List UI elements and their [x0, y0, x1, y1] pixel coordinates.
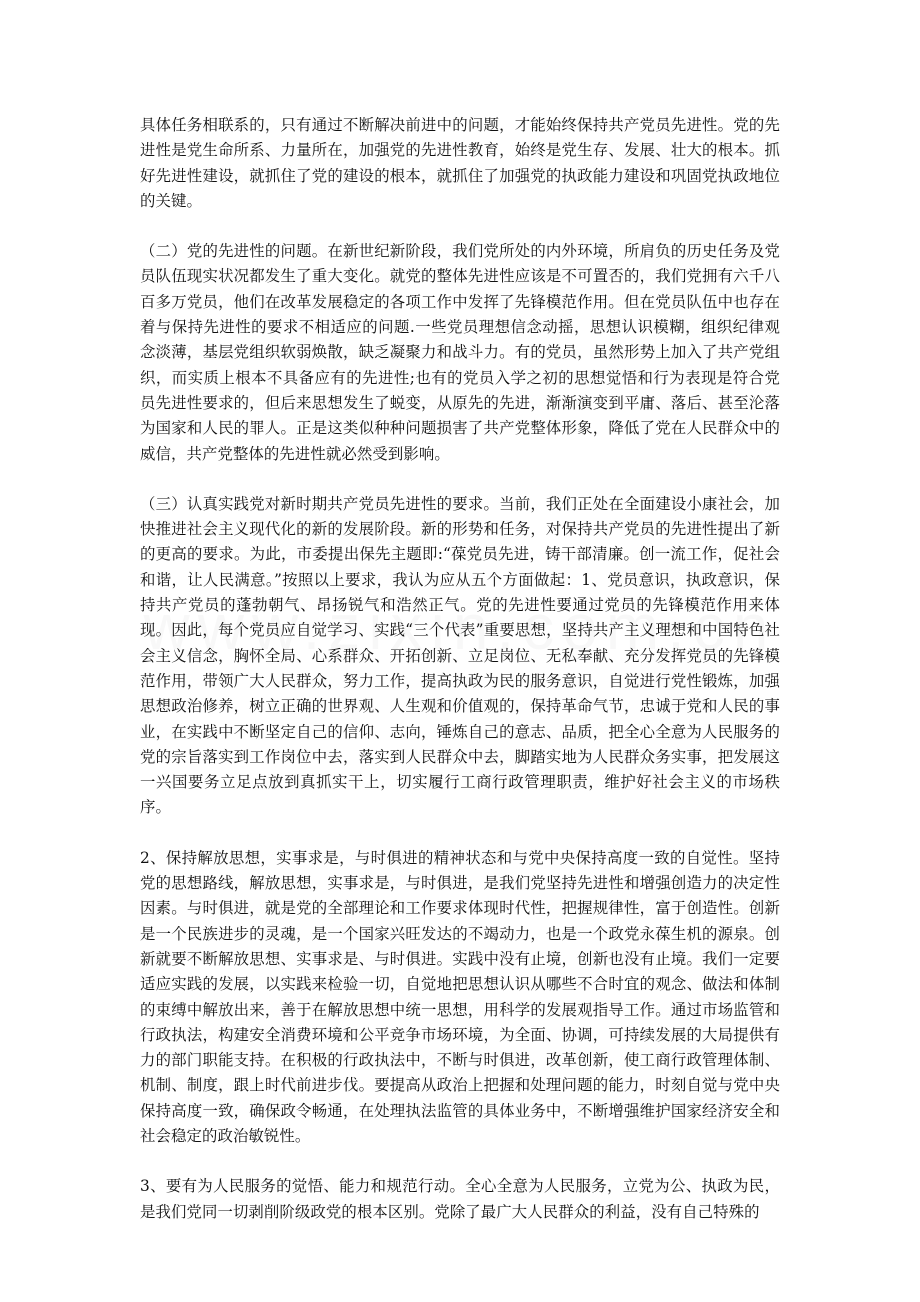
- paragraph-point-three: 3、要有为人民服务的觉悟、能力和规范行动。全心全意为人民服务，立党为公、执政为民，是我们党同一切剥削阶级政党的根本区别。党除了最广大人民群众的利益，没有自己特殊的: [140, 1177, 780, 1221]
- paragraph-point-two: 2、保持解放思想，实事求是，与时俱进的精神状态和与党中央保持高度一致的自觉性。坚持党的思想路线，解放思想，实事求是，与时俱进，是我们党坚持先进性和增强创造力的决定性因素。与时俱进，就是党的全部理论和工作要求体现时代性，把握规律性，富于创造性。创新是一个民族进步的灵魂，是一个国家兴旺发达的不竭动力，也是一个政党永葆生机的源泉。创新就要不断解放思想、实事求是、与时俱进。实践中没有止境，创新也没有止境。我们一定要适应实践的发展，以实践来检验一切，自觉地把思想认识从哪些不合时宜的观念、做法和体制的束缚中解放出来，善于在解放思想中统一思想，用科学的发展观指导工作。通过市场监管和行政执法，构建安全消费环境和公平竞争市场环境，为全面、协调，可持续发展的大局提供有力的部门职能支持。在积极的行政执法中，不断与时俱进，改革创新，使工商行政管理体制、机制、制度，跟上时代前进步伐。要提高从政治上把握和处理问题的能力，时刻自觉与党中央保持高度一致，确保政令畅通，在处理执法监管的具体业务中，不断增强维护国家经济安全和社会稳定的政治敏锐性。: [140, 848, 780, 1145]
- paragraph-section-two: （二）党的先进性的问题。在新世纪新阶段，我们党所处的内外环境，所肩负的历史任务及党员队伍现实状况都发生了重大变化。就党的整体先进性应该是不可置否的，我们党拥有六千八百多万党员，他们在改革发展稳定的各项工作中发挥了先锋模范作用。但在党员队伍中也存在着与保持先进性的要求不相适应的问题.一些党员理想信念动摇，思想认识模糊，组织纪律观念淡薄，基层党组织软弱焕散，缺乏凝聚力和战斗力。有的党员，虽然形势上加入了共产党组织，而实质上根本不具备应有的先进性;也有的党员入学之初的思想觉悟和行为表现是符合党员先进性要求的，但后来思想发生了蜕变，从原先的先进，渐渐演变到平庸、落后、甚至沦落为国家和人民的罪人。正是这类似种种问题损害了共产党整体形象，降低了党在人民群众中的威信，共产党整体的先进性就必然受到影响。: [140, 242, 780, 463]
- paragraph-section-three: （三）认真实践党对新时期共产党员先进性的要求。当前，我们正处在全面建设小康社会，加快推进社会主义现代化的新的发展阶段。新的形势和任务，对保持共产党员的先进性提出了新的更高的要求。为此，市委提出保先主题即:“葆党员先进，铸干部清廉。创一流工作，促社会和谐，让人民满意。”按照以上要求，我认为应从五个方面做起：1、党员意识，执政意识，保持共产党员的蓬勃朝气、昂扬锐气和浩然正气。党的先进性要通过党员的先锋模范作用来体现。因此，每个党员应自觉学习、实践“三个代表”重要思想，坚持共产主义理想和中国特色社会主义信念，胸怀全局、心系群众、开拓创新、立足岗位、无私奉献、充分发挥党员的先锋模范作用，带领广大人民群众，努力工作，提高执政为民的服务意识，自觉进行党性锻炼，加强思想政治修养，树立正确的世界观、人生观和价值观的，保持革命气节，忠诚于党和人民的事业，在实践中不断坚定自己的信仰、志向，锤炼自己的意志、品质，把全心全意为人民服务的党的宗旨落实到工作岗位中去，落实到人民群众中去，脚踏实地为人民群众务实事，把发展这一兴国要务立足点放到真抓实干上，切实履行工商行政管理职责，维护好社会主义的市场秩序。: [140, 494, 780, 817]
- document-body: [140, 113, 780, 1250]
- paragraph-intro-continuation: 具体任务相联系的，只有通过不断解决前进中的问题，才能始终保持共产党员先进性。党的先进性是党生命所系、力量所在，加强党的先进性教育，始终是党生存、发展、壮大的根本。抓好先进性建设，就抓住了党的建设的根本，就抓住了加强党的执政能力建设和巩固党执政地位的关键。: [140, 116, 780, 210]
